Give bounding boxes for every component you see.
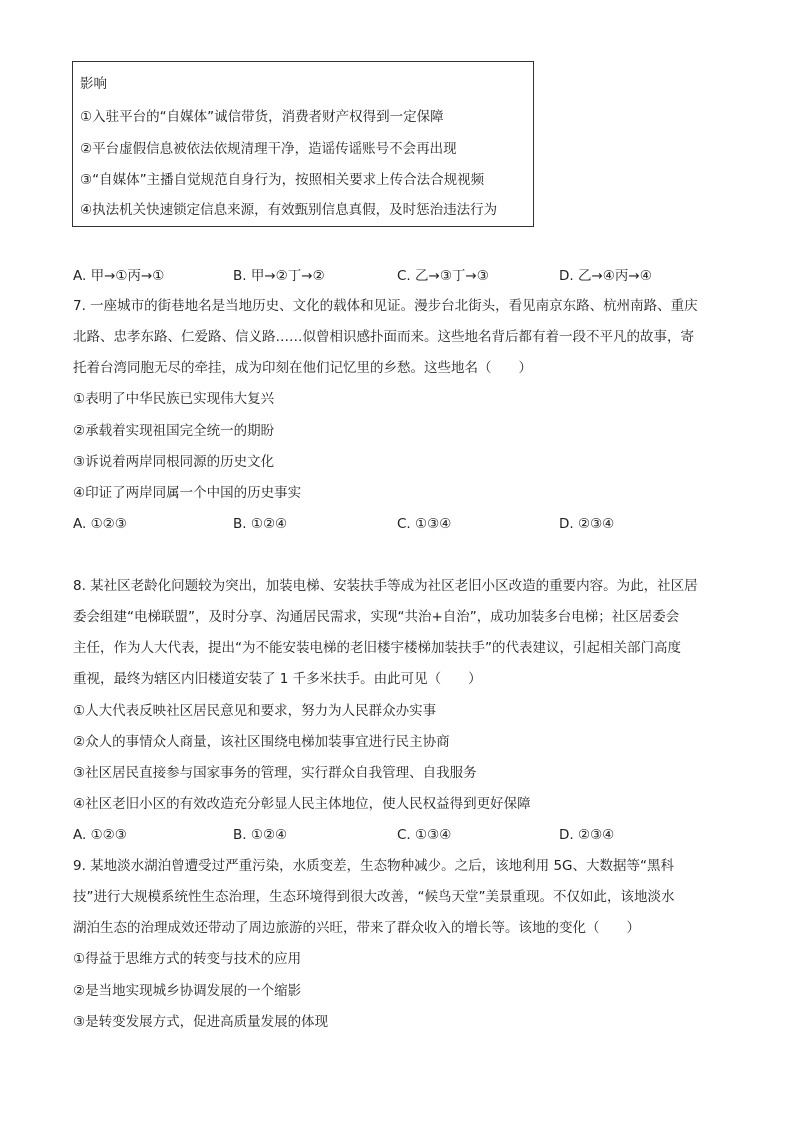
q6-option-d: D. 乙→④丙→④ <box>559 268 652 284</box>
influence-item: ②平台虚假信息被依法依规清理干净，造谣传谣账号不会再出现 <box>80 141 457 157</box>
influence-box <box>72 61 534 227</box>
influence-item: ③“自媒体”主播自觉规范自身行为，按照相关要求上传合法合规视频 <box>80 172 485 188</box>
q8-option-d: D. ②③④ <box>559 827 615 843</box>
q8-item: ②众人的事情众人商量，该社区围绕电梯加装事宜进行民主协商 <box>73 734 450 750</box>
q7-item: ②承载着实现祖国完全统一的期盼 <box>73 423 275 439</box>
q7-option-b: B. ①②④ <box>233 516 288 532</box>
q8-item: ①人大代表反映社区居民意见和要求，努力为人民群众办实事 <box>73 703 437 719</box>
q8-option-b: B. ①②④ <box>233 827 288 843</box>
q8-option-a: A. ①②③ <box>73 827 127 843</box>
q7-item: ③诉说着两岸同根同源的历史文化 <box>73 454 275 470</box>
q8-option-c: C. ①③④ <box>397 827 452 843</box>
q9-item: ①得益于思维方式的转变与技术的应用 <box>73 951 302 967</box>
q7-stem-line: 北路、忠孝东路、仁爱路、信义路……似曾相识感扑面而来。这些地名背后都有着一段不平凡的故事，寄 <box>73 329 694 345</box>
influence-item: ①入驻平台的“自媒体”诚信带货，消费者财产权得到一定保障 <box>80 109 444 125</box>
influence-box-title: 影响 <box>80 76 107 92</box>
q9-stem-line: 技”进行大规模系统性生态治理，生态环境得到很大改善，“候鸟天堂”美景重现。不仅如此，该地淡水 <box>73 889 675 905</box>
q8-item: ④社区老旧小区的有效改造充分彰显人民主体地位，使人民权益得到更好保障 <box>73 796 531 812</box>
q9-stem-line: 湖泊生态的治理成效还带动了周边旅游的兴旺，带来了群众收入的增长等。该地的变化（ ） <box>73 920 640 936</box>
q9-stem-line: 9. 某地淡水湖泊曾遭受过严重污染，水质变差，生态物种减少。之后，该地利用 5G、大数据等“黑科 <box>73 858 675 874</box>
q8-stem-line: 8. 某社区老龄化问题较为突出，加装电梯、安装扶手等成为社区老旧小区改造的重要内容。为此，社区居 <box>73 578 698 594</box>
q6-option-b: B. 甲→②丁→② <box>233 268 325 284</box>
q7-item: ①表明了中华民族已实现伟大复兴 <box>73 391 275 407</box>
q7-stem-line: 托着台湾同胞无尽的牵挂，成为印刻在他们记忆里的乡愁。这些地名（ ） <box>73 360 532 376</box>
influence-item: ④执法机关快速锁定信息来源，有效甄别信息真假，及时惩治违法行为 <box>80 202 498 218</box>
q7-item: ④印证了两岸同属一个中国的历史事实 <box>73 485 302 501</box>
q8-stem-line: 委会组建“电梯联盟”，及时分享、沟通居民需求，实现“共治+自治”，成功加装多台电梯；社区居委会 <box>73 609 680 625</box>
q8-stem-line: 重视，最终为辖区内旧楼道安装了 1 千多米扶手。由此可见（ ） <box>73 671 482 687</box>
q6-option-c: C. 乙→③丁→③ <box>397 268 489 284</box>
q6-option-a: A. 甲→①丙→① <box>73 268 165 284</box>
q8-item: ③社区居民直接参与国家事务的管理，实行群众自我管理、自我服务 <box>73 765 477 781</box>
q9-item: ②是当地实现城乡协调发展的一个缩影 <box>73 983 302 999</box>
q9-item: ③是转变发展方式，促进高质量发展的体现 <box>73 1014 329 1030</box>
q7-option-d: D. ②③④ <box>559 516 615 532</box>
q8-stem-line: 主任，作为人大代表，提出“为不能安装电梯的老旧楼宇楼梯加装扶手”的代表建议，引起相关部门高度 <box>73 640 681 656</box>
q7-stem-line: 7. 一座城市的街巷地名是当地历史、文化的载体和见证。漫步台北街头，看见南京东路、杭州南路、重庆 <box>73 298 698 314</box>
q7-option-c: C. ①③④ <box>397 516 452 532</box>
q7-option-a: A. ①②③ <box>73 516 127 532</box>
